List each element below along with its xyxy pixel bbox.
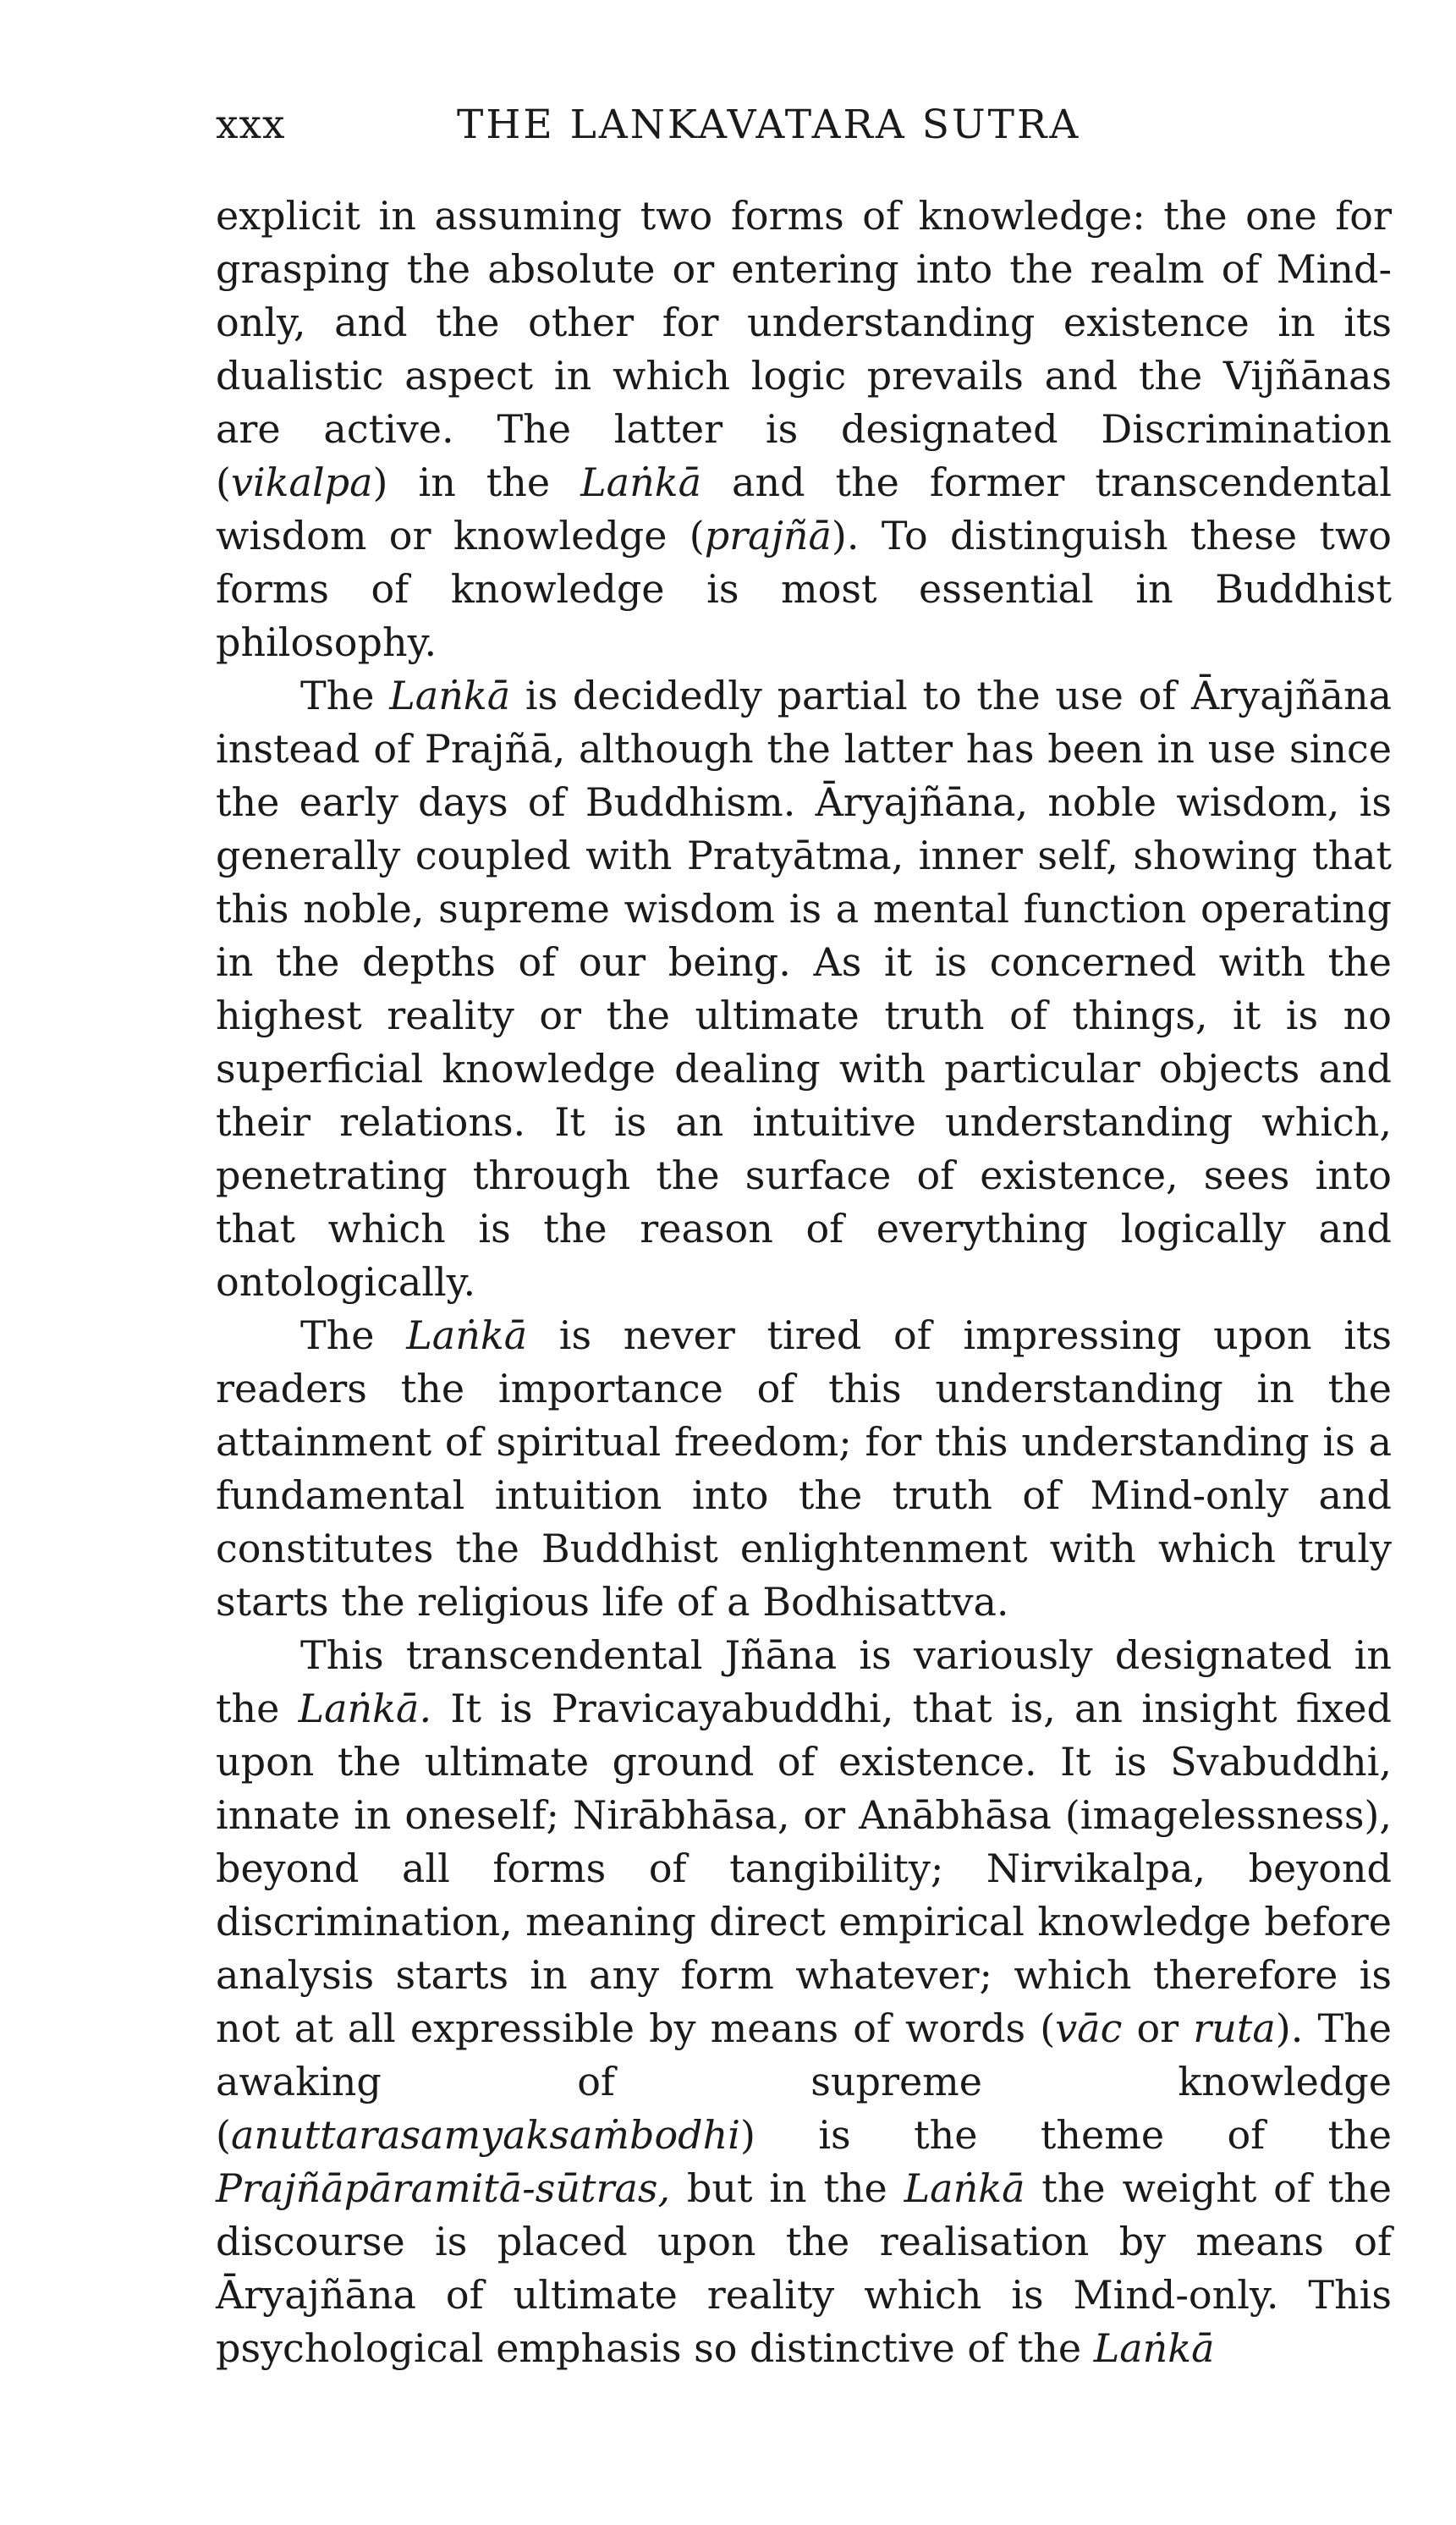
italic-text-run: Laṅkā xyxy=(1093,2325,1215,2371)
italic-text-run: vikalpa xyxy=(230,459,373,505)
paragraph xyxy=(216,1629,1392,2375)
body-text xyxy=(216,190,1392,2375)
text-run: This transcendental Jñāna is variously designated in the xyxy=(216,1632,1392,1731)
italic-text-run: Laṅkā xyxy=(580,459,702,505)
text-run: the weight of the discourse is placed upon the realisation by means of Āryajñāna of ultimate reality which is Mind-only. This psychological emphasis so distinctive of the xyxy=(216,2165,1392,2371)
italic-text-run: Laṅkā. xyxy=(298,1686,432,1731)
text-run: ) is the theme of the xyxy=(739,2112,1392,2158)
text-run: explicit in assuming two forms of knowledge: the one for grasping the absolute or entering into the realm of Mind-only, and the other for understanding existence in its dualistic aspect in which logic prevails and the Vijñānas are active. The latter is designated Discrimination ( xyxy=(216,193,1392,505)
italic-text-run: Prajñāpāramitā-sūtras, xyxy=(216,2165,671,2211)
italic-text-run: Laṅkā xyxy=(406,1312,528,1358)
text-run: is never tired of impressing upon its readers the importance of this understanding in the attainment of spiritual freedom; for this understanding is a fundamental intuition into the truth of Mind-only and constitutes the Buddhist enlightenment with which truly starts the religious life of a Bodhisattva. xyxy=(216,1312,1392,1625)
text-run: but in the xyxy=(670,2165,904,2211)
text-run: The xyxy=(300,673,390,718)
italic-text-run: Laṅkā xyxy=(389,673,511,718)
page-number: xxx xyxy=(216,102,286,148)
text-run: is decidedly partial to the use of Āryajñāna instead of Prajñā, although the latter has been in use since the early days of Buddhism. Āryajñāna, noble wisdom, is generally coupled with Pratyātma, inner self, showing that this noble, supreme wisdom is a mental function operating in the depths of our being. As it is concerned with the highest reality or the ultimate truth of things, it is no superficial knowledge dealing with particular objects and their relations. It is an intuitive understanding which, penetrating through the surface of existence, sees into that which is the reason of everything logically and ontologically. xyxy=(216,673,1392,1305)
text-run: ). The awaking of supreme knowledge ( xyxy=(216,2005,1392,2158)
book-page xyxy=(216,100,1392,2375)
text-run: or xyxy=(1122,2005,1194,2051)
text-run: ) in the xyxy=(372,459,581,505)
text-run: and the former transcendental wisdom or knowledge ( xyxy=(216,459,1392,558)
italic-text-run: prajñā xyxy=(704,513,832,558)
paragraph xyxy=(216,190,1392,669)
italic-text-run: vāc xyxy=(1055,2005,1123,2051)
text-run: The xyxy=(300,1312,407,1358)
running-head xyxy=(216,100,1392,151)
paragraph xyxy=(216,1309,1392,1629)
italic-text-run: anuttarasamyaksaṁbodhi xyxy=(230,2112,740,2158)
paragraph xyxy=(216,669,1392,1309)
italic-text-run: ruta xyxy=(1193,2005,1276,2051)
text-run: It is Pravicayabuddhi, that is, an insight fixed upon the ultimate ground of existence. It is Svabuddhi, innate in oneself; Nirābhāsa, or Anābhāsa (imagelessness), beyond all forms of tangibility; Nirvikalpa, beyond discrimination, meaning direct empirical knowledge before analysis starts in any form whatever; which therefore is not at all expressible by means of words ( xyxy=(216,1686,1392,2051)
text-run: ). To distinguish these two forms of knowledge is most essential in Buddhist philosophy. xyxy=(216,513,1392,665)
italic-text-run: Laṅkā xyxy=(904,2165,1025,2211)
running-title: THE LANKAVATARA SUTRA xyxy=(457,102,1081,148)
